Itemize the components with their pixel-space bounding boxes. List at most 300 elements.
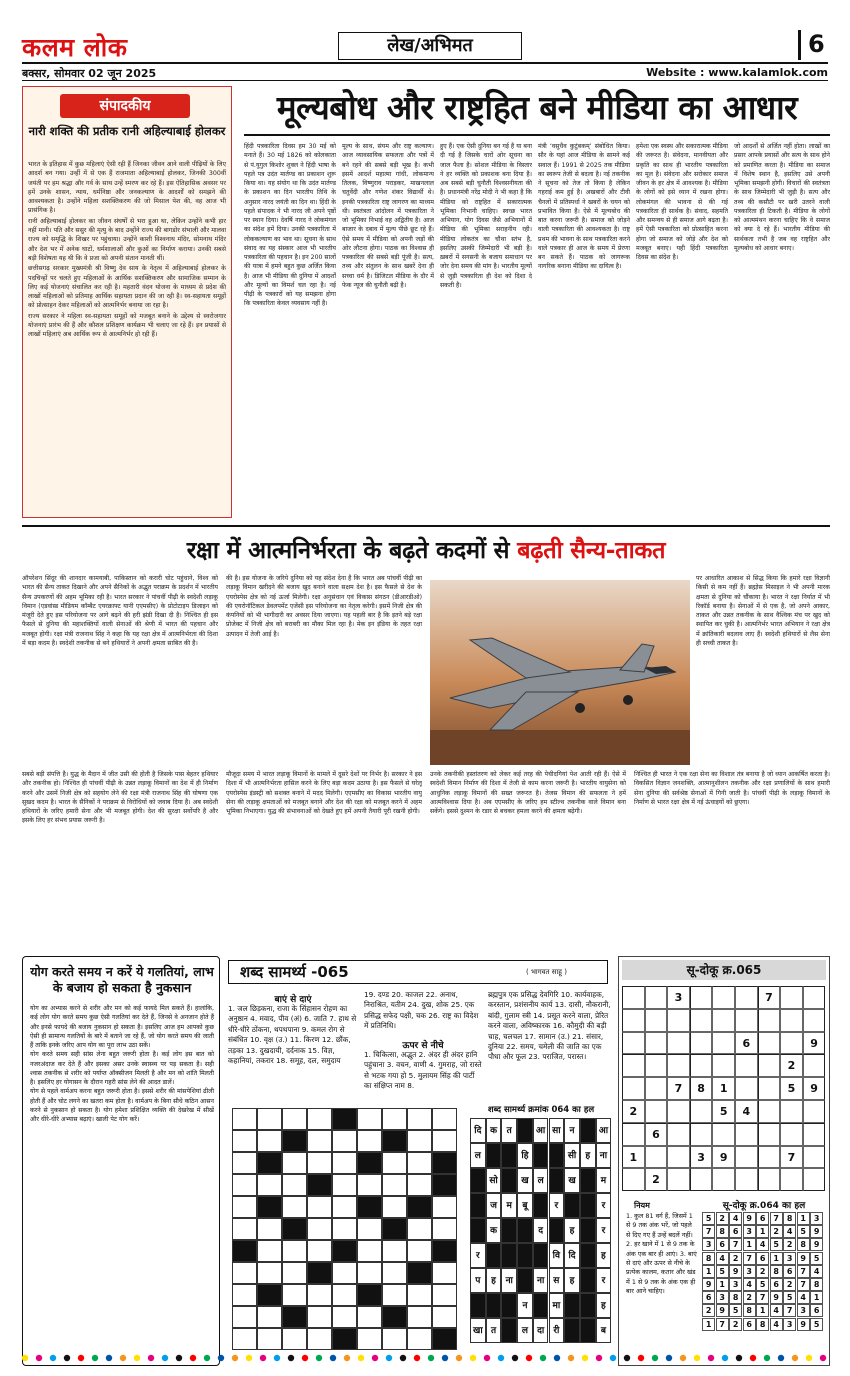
sudoku-cell[interactable] <box>622 1032 645 1055</box>
crossword-cell[interactable] <box>282 1196 307 1218</box>
page-number-divider <box>798 30 801 60</box>
solution-cell: र <box>549 1193 565 1218</box>
solution-cell: त <box>501 1118 517 1143</box>
crossword-block <box>357 1152 382 1174</box>
crossword-block <box>432 1174 457 1196</box>
sudoku-answer-cell: 5 <box>797 1225 810 1238</box>
sudoku-answer-cell: 1 <box>743 1238 756 1251</box>
defence-headline-highlight: बढ़ती सैन्य-ताकत <box>517 536 666 564</box>
crossword-cell[interactable] <box>257 1306 282 1328</box>
solution-block <box>470 1293 486 1318</box>
solution-block <box>564 1293 580 1318</box>
sudoku-cell[interactable] <box>780 1009 803 1032</box>
crossword-cell[interactable] <box>382 1240 407 1262</box>
sudoku-answer-cell: 9 <box>743 1212 756 1225</box>
registration-dot <box>302 1355 308 1361</box>
crossword-cell[interactable] <box>232 1108 257 1130</box>
sudoku-answer-cell: 4 <box>770 1318 783 1331</box>
solution-block <box>580 1243 596 1268</box>
page-number: 6 <box>808 30 825 58</box>
sudoku-cell[interactable] <box>712 1032 735 1055</box>
crossword-cell[interactable] <box>357 1130 382 1152</box>
sudoku-cell: 2 <box>645 1168 668 1191</box>
solution-cell: र <box>596 1268 612 1293</box>
sudoku-cell[interactable] <box>667 1168 690 1191</box>
solution-block <box>533 1143 549 1168</box>
sudoku-answer-cell: 9 <box>702 1278 715 1291</box>
registration-dot <box>400 1355 406 1361</box>
yoga-paragraph: योग करते समय सही सांस लेना बहुत जरूरी होता है। कई लोग इस बात को नजरअंदाज कर देते हैं और इसका असर उनके स्वास्थ्य पर पड़ सकता है। सही श्वास तकनीक से शरीर को पर्याप्त ऑक्सीजन मिलती है और मन को शांति मिलती है। इसलिए हर योगासन के दौरान गहरी सांस लेने की आदत डालें। <box>30 1051 214 1086</box>
sudoku-cell[interactable] <box>667 1054 690 1077</box>
main-story-column: हिंदी पत्रकारिता दिवस हम 30 मई को मनाते हैं। 30 मई 1826 को कोलकाता से पं.युगुल किशोर शुक्ल ने हिंदी भाषा के पहले पत्र उदंत मार्तण्ड का प्रकाशन शुरू किया था। यह संयोग था कि उदंत मार्तण्ड के प्रकाशन का दिन भारतीय तिथि के अनुसार नारद जयंती का दिन था। हिंदी के पहले संपादक ने भी नारद जी अपने पृष्ठों पर स्थान दिया। देवर्षि नारद ने लोकमंगल का संदेश हमें दिया। उनकी पत्रकारिता में लोककल्याण का भाव था। सूचना के साथ संवाद का यह संस्कार आज भी भारतीय पत्रकारिता की पहचान है। इन 200 सालों की यात्रा में हमने बहुत कुछ अर्जित किया है। आज भी मीडिया की दुनिया में आदर्शों और मूल्यों का विमर्श चल रहा है। नई पीढ़ी के पत्रकारों को यह समझना होगा कि पत्रकारिता केवल व्यवसाय नहीं है। <box>244 143 336 308</box>
solution-block <box>533 1293 549 1318</box>
solution-cell: ह <box>564 1218 580 1243</box>
yoga-paragraph: योग का अभ्यास करने से शरीर और मन को कई फायदे मिल सकते हैं। हालांकि, कई लोग योग करते समय कुछ ऐसी गलतियां कर देते हैं, जिनसे वे अनजान होते हैं और इनसे फायदे की बजाय नुकसान हो सकता है। इसलिए आज हम आपको कुछ ऐसी ही सामान्य गलतियों के बारे में बताने जा रहे हैं, जो योग करते समय की जाती हैं ताकि इनके जरिए आप योग का पूरा लाभ उठा सकें। <box>30 1005 214 1049</box>
crossword-cell[interactable] <box>332 1262 357 1284</box>
crossword-cell[interactable] <box>232 1306 257 1328</box>
crossword-cell[interactable] <box>282 1108 307 1130</box>
sudoku-answer-cell: 6 <box>770 1278 783 1291</box>
sudoku-answer-cell: 5 <box>810 1318 823 1331</box>
solution-cell: दि <box>564 1243 580 1268</box>
sudoku-cell[interactable] <box>735 986 758 1009</box>
sudoku-cell[interactable] <box>622 1054 645 1077</box>
crossword-cell[interactable] <box>357 1306 382 1328</box>
solution-cell: प <box>470 1268 486 1293</box>
crossword-cell[interactable] <box>357 1328 382 1350</box>
crossword-cell[interactable] <box>257 1218 282 1240</box>
sudoku-cell[interactable] <box>758 1009 781 1032</box>
sudoku-answer-cell: 4 <box>783 1225 796 1238</box>
crossword-cell[interactable] <box>232 1284 257 1306</box>
sudoku-cell[interactable] <box>645 986 668 1009</box>
sudoku-cell: 6 <box>735 1032 758 1055</box>
crossword-cell[interactable] <box>357 1262 382 1284</box>
sudoku-answer-cell: 3 <box>810 1212 823 1225</box>
crossword-solution-title: शब्द सामर्थ्य क्रमांक 064 का हल <box>487 1105 595 1115</box>
sudoku-answer-cell: 7 <box>743 1252 756 1265</box>
defence-column: निश्चित ही भारत ने एक रक्षा सेना का विशाल तंत्र बनाया है जो ध्यान आकर्षित करता है। विकसित विज्ञान जनशक्ति, आत्मानुशीलन तकनीक और रक्षा प्रणालियों के साथ हमारी सेना दुनिया की सर्वश्रेष्ठ सेनाओं में गिनी जाती है। पांचवीं पीढ़ी के लड़ाकू विमानों के निर्माण से भारत रक्षा क्षेत्र में नई ऊंचाइयों को छुएगा। <box>634 771 830 806</box>
crossword-cell[interactable] <box>307 1328 332 1350</box>
sudoku-cell[interactable] <box>735 1054 758 1077</box>
crossword-cell[interactable] <box>257 1174 282 1196</box>
crossword-cell[interactable] <box>382 1174 407 1196</box>
solution-cell: ना <box>533 1268 549 1293</box>
main-story-column: मंत्री ‘वसुधैव कुटुंबकम्’ संबोधित किया। सौर के यहां आज मीडिया के सामने कई सवाल हैं। 1991 से 2025 तक मीडिया का स्वरूप तेजी से बदला है। नई तकनीक ने सूचना को तेज तो किया है लेकिन गहराई कम हुई है। अखबारों और टीवी चैनलों में प्रतिस्पर्धा ने खबरों के चयन को प्रभावित किया है। ऐसे में मूल्यबोध की बात करना जरूरी है। समाज को जोड़ने वाली पत्रकारिता की आवश्यकता है। राष्ट्र प्रथम की भावना के साथ पत्रकारिता करने वाले पत्रकार ही आज के समय में प्रेरणा बन सकते हैं। पाठक को जागरूक नागरिक बनाना मीडिया का दायित्व है। <box>538 143 630 271</box>
crossword-cell[interactable] <box>232 1262 257 1284</box>
registration-dot <box>512 1355 518 1361</box>
sudoku-answer-cell: 2 <box>729 1318 742 1331</box>
registration-dot <box>274 1355 280 1361</box>
editorial-paragraph: भारत के इतिहास में कुछ महिलाएं ऐसी रही हैं जिनका जीवन आने वाली पीढ़ियों के लिए आदर्श बन गया। उन्हीं में से एक हैं राजमाता अहिल्याबाई होलकर, जिनकी 300वीं जयंती पर हम श्रद्धा और गर्व के साथ उन्हें स्मरण कर रहे हैं। इस ऐतिहासिक अवसर पर हमें उनके शासन, न्याय, धर्मनिष्ठा और जनकल्याण के आदर्शों को समझने की आवश्यकता है। उन्होंने महिला सशक्तिकरण की जो मिसाल पेश की, वह आज भी प्रासंगिक है। <box>28 161 226 215</box>
solution-block <box>470 1218 486 1243</box>
crossword-author: ( भागवत साहू ) <box>526 968 567 976</box>
sudoku-cell[interactable] <box>667 1032 690 1055</box>
crossword-cell[interactable] <box>382 1196 407 1218</box>
sudoku-cell[interactable] <box>712 986 735 1009</box>
registration-dot <box>190 1355 196 1361</box>
across-clues-continued: 19. दण्ड 20. काजल 22. अनाथ, निराश्रित, यतीम 24. दुख, शोक 25. एक प्रसिद्ध सफेद पक्षी, चक 26. राष्ट्र का विदेश में प्रतिनिधि। <box>364 990 479 1031</box>
crossword-grid[interactable] <box>232 1108 462 1356</box>
solution-block <box>470 1168 486 1193</box>
crossword-cell[interactable] <box>232 1152 257 1174</box>
sudoku-cell[interactable] <box>735 1009 758 1032</box>
sudoku-answer-cell: 9 <box>716 1304 729 1317</box>
defence-column: सबसे बड़ी संपत्ति है। युद्ध के मैदान में जीत उसी की होती है जिसके पास बेहतर हथियार और तकनीक हो। निश्चित ही पांचवीं पीढ़ी के उन्नत लड़ाकू विमानों का देश में ही निर्माण करने और उसमें निजी क्षेत्र को सहयोग लेने की रक्षा मंत्री राजनाथ सिंह की घोषणा एक सुखद कदम है। भारत के सैनिकों ने पराक्रम से विरोधियों को जवाब दिया है। अब स्वदेशी हथियारों के जरिए हमारी सेना और भी मजबूत होगी। देश की सुरक्षा सर्वोपरि है और इसके लिए हर संभव प्रयास जरूरी है। <box>22 771 218 825</box>
crossword-cell[interactable] <box>232 1174 257 1196</box>
crossword-cell[interactable] <box>307 1196 332 1218</box>
masthead-rule <box>22 62 828 64</box>
solution-block <box>580 1293 596 1318</box>
registration-dot <box>134 1355 140 1361</box>
sudoku-answer-cell: 8 <box>743 1304 756 1317</box>
solution-cell: ल <box>533 1168 549 1193</box>
crossword-cell[interactable] <box>232 1328 257 1350</box>
crossword-cell[interactable] <box>357 1108 382 1130</box>
sudoku-cell[interactable] <box>667 1123 690 1146</box>
solution-block <box>517 1268 533 1293</box>
crossword-cell[interactable] <box>407 1284 432 1306</box>
solution-cell: सा <box>549 1118 565 1143</box>
editorial-headline: नारी शक्ति की प्रतीक रानी अहिल्याबाई होलकर <box>28 124 226 138</box>
registration-dot <box>470 1355 476 1361</box>
sudoku-cell[interactable] <box>803 1054 826 1077</box>
solution-cell: म <box>501 1193 517 1218</box>
sudoku-answer-cell: 3 <box>797 1304 810 1317</box>
sudoku-cell[interactable] <box>803 1146 826 1169</box>
registration-dot <box>64 1355 70 1361</box>
crossword-block <box>382 1130 407 1152</box>
solution-cell: ह <box>564 1268 580 1293</box>
crossword-cell[interactable] <box>357 1240 382 1262</box>
solution-cell: मा <box>549 1293 565 1318</box>
crossword-block <box>307 1262 332 1284</box>
sudoku-answer-cell: 4 <box>770 1304 783 1317</box>
crossword-cell[interactable] <box>282 1174 307 1196</box>
solution-cell: हि <box>517 1143 533 1168</box>
sudoku-cell[interactable] <box>712 1054 735 1077</box>
solution-block <box>517 1218 533 1243</box>
sudoku-cell[interactable] <box>780 986 803 1009</box>
sudoku-cell[interactable] <box>803 1123 826 1146</box>
crossword-cell[interactable] <box>407 1306 432 1328</box>
crossword-block <box>332 1240 357 1262</box>
sudoku-answer-cell: 8 <box>716 1225 729 1238</box>
sudoku-cell[interactable] <box>690 986 713 1009</box>
sudoku-cell[interactable] <box>780 1123 803 1146</box>
sudoku-answer-cell: 5 <box>716 1265 729 1278</box>
crossword-block <box>282 1306 307 1328</box>
sudoku-cell[interactable] <box>780 1032 803 1055</box>
sudoku-cell[interactable] <box>622 1077 645 1100</box>
sudoku-cell[interactable] <box>758 1032 781 1055</box>
registration-dot <box>246 1355 252 1361</box>
crossword-cell[interactable] <box>407 1108 432 1130</box>
sudoku-cell[interactable] <box>622 1009 645 1032</box>
sudoku-cell[interactable] <box>645 1009 668 1032</box>
crossword-cell[interactable] <box>282 1152 307 1174</box>
crossword-cell[interactable] <box>432 1262 457 1284</box>
sudoku-cell[interactable] <box>645 1146 668 1169</box>
defence-headline-plain: रक्षा में आत्मनिर्भरता के बढ़ते कदमों से <box>186 536 518 564</box>
crossword-cell[interactable] <box>407 1240 432 1262</box>
sudoku-answer-cell: 8 <box>770 1265 783 1278</box>
solution-cell: ह <box>596 1293 612 1318</box>
registration-dot <box>540 1355 546 1361</box>
sudoku-cell[interactable] <box>735 1146 758 1169</box>
crossword-cell[interactable] <box>382 1328 407 1350</box>
crossword-block <box>257 1196 282 1218</box>
registration-dot <box>442 1355 448 1361</box>
crossword-cell[interactable] <box>332 1196 357 1218</box>
sudoku-cell[interactable] <box>712 1168 735 1191</box>
headline-rule <box>244 134 830 136</box>
solution-cell: री <box>549 1318 565 1343</box>
registration-dot <box>162 1355 168 1361</box>
solution-cell: बू <box>517 1193 533 1218</box>
crossword-cell[interactable] <box>432 1108 457 1130</box>
sudoku-cell[interactable] <box>645 1077 668 1100</box>
solution-cell: न <box>517 1293 533 1318</box>
registration-dot <box>652 1355 658 1361</box>
sudoku-cell[interactable] <box>758 1168 781 1191</box>
crossword-cell[interactable] <box>332 1284 357 1306</box>
sudoku-cell[interactable] <box>803 1009 826 1032</box>
registration-dot <box>568 1355 574 1361</box>
solution-cell: ज <box>486 1193 502 1218</box>
sudoku-cell[interactable] <box>803 1168 826 1191</box>
solution-block <box>501 1218 517 1243</box>
crossword-block <box>382 1218 407 1240</box>
crossword-cell[interactable] <box>382 1262 407 1284</box>
crossword-cell[interactable] <box>282 1328 307 1350</box>
sudoku-cell[interactable] <box>758 1077 781 1100</box>
sudoku-answer-cell: 5 <box>729 1304 742 1317</box>
sudoku-cell[interactable] <box>622 1123 645 1146</box>
sudoku-cell[interactable] <box>667 1009 690 1032</box>
main-story-column: हमेशा एक स्वस्थ और सकारात्मक मीडिया की जरूरत है। संवेदना, मानवीयता और प्रकृति का साथ ही भारतीय पत्रकारिता का मूल है। संवेदना और सरोकार समाज जीवन के हर क्षेत्र में आवश्यक है। मीडिया के लोगों को इसे ध्यान में रखना होगा। लोकमंगल की भावना से की गई पत्रकारिता ही सार्थक है। संवाद, सहमति और समन्वय से ही समाज आगे बढ़ता है। हमें ऐसी पत्रकारिता को प्रोत्साहित करना होगा जो समाज को जोड़े और देश को मजबूत बनाए। यही हिंदी पत्रकारिता दिवस का संदेश है। <box>636 143 728 261</box>
registration-dot <box>708 1355 714 1361</box>
solution-block <box>517 1118 533 1143</box>
crossword-cell[interactable] <box>407 1218 432 1240</box>
sudoku-answer-cell: 2 <box>729 1252 742 1265</box>
sudoku-cell[interactable] <box>758 1100 781 1123</box>
registration-dot <box>148 1355 154 1361</box>
crossword-cell[interactable] <box>282 1262 307 1284</box>
yoga-headline: योग करते समय न करें ये गलतियां, लाभ के बजाय हो सकता है नुकसान <box>30 964 214 995</box>
registration-dot <box>778 1355 784 1361</box>
sudoku-answer-cell: 1 <box>756 1304 769 1317</box>
crossword-cell[interactable] <box>257 1130 282 1152</box>
sudoku-cell: 7 <box>780 1146 803 1169</box>
sudoku-cell[interactable] <box>803 1100 826 1123</box>
sudoku-cell[interactable] <box>780 1100 803 1123</box>
sudoku-answer-cell: 9 <box>729 1265 742 1278</box>
registration-dot <box>596 1355 602 1361</box>
sudoku-cell: 3 <box>690 1146 713 1169</box>
crossword-cell[interactable] <box>307 1130 332 1152</box>
crossword-cell[interactable] <box>382 1108 407 1130</box>
registration-dot <box>78 1355 84 1361</box>
sudoku-cell[interactable] <box>667 1146 690 1169</box>
solution-block <box>486 1143 502 1168</box>
crossword-cell[interactable] <box>282 1240 307 1262</box>
crossword-cell[interactable] <box>257 1108 282 1130</box>
solution-cell: र <box>470 1243 486 1268</box>
crossword-cell[interactable] <box>257 1240 282 1262</box>
defence-column: की है। इस योजना के जरिये दुनिया को यह संदेश देना है कि भारत अब पांचवीं पीढ़ी का लड़ाकू विमान खरीदने की बजाय खुद बनाने वाला सक्षम देश है। इस फैसले से देश के एयरोस्पेस क्षेत्र को नई ऊर्जा मिलेगी। रक्षा अनुसंधान एवं विकास संगठन (डीआरडीओ) की एयरोनॉटिकल डेवलपमेंट एजेंसी इस परियोजना का नेतृत्व करेगी। इसमें निजी क्षेत्र की कंपनियों को भी भागीदारी का अवसर दिया जाएगा। यह पहली बार है कि इतने बड़े रक्षा प्रोजेक्ट में निजी क्षेत्र को बराबरी का मौका मिल रहा है। मेक इन इंडिया के तहत रक्षा उत्पादन में तेजी आई है। <box>226 575 422 638</box>
crossword-cell[interactable] <box>432 1218 457 1240</box>
crossword-cell[interactable] <box>382 1284 407 1306</box>
solution-cell: ना <box>596 1143 612 1168</box>
sudoku-cell[interactable] <box>645 1032 668 1055</box>
sudoku-answer-cell: 1 <box>770 1252 783 1265</box>
crossword-cell[interactable] <box>282 1284 307 1306</box>
sudoku-cell[interactable] <box>690 1054 713 1077</box>
solution-block <box>501 1243 517 1268</box>
crossword-cell[interactable] <box>232 1130 257 1152</box>
solution-block <box>517 1243 533 1268</box>
registration-dot <box>36 1355 42 1361</box>
registration-dot <box>288 1355 294 1361</box>
solution-cell: आ <box>533 1118 549 1143</box>
solution-block <box>486 1243 502 1268</box>
registration-dot <box>232 1355 238 1361</box>
crossword-cell[interactable] <box>407 1152 432 1174</box>
sudoku-cell[interactable] <box>803 986 826 1009</box>
sudoku-answer-cell: 8 <box>783 1212 796 1225</box>
crossword-cell[interactable] <box>332 1306 357 1328</box>
sudoku-cell[interactable] <box>712 1123 735 1146</box>
sudoku-cell[interactable] <box>735 1168 758 1191</box>
crossword-cell[interactable] <box>357 1174 382 1196</box>
sudoku-answer-cell: 2 <box>756 1265 769 1278</box>
crossword-block <box>357 1196 382 1218</box>
crossword-cell[interactable] <box>232 1196 257 1218</box>
sudoku-answer-cell: 2 <box>783 1278 796 1291</box>
sudoku-answer-cell: 7 <box>783 1304 796 1317</box>
sudoku-answer-cell: 6 <box>783 1265 796 1278</box>
sudoku-cell[interactable] <box>735 1077 758 1100</box>
crossword-cell[interactable] <box>432 1306 457 1328</box>
crossword-cell[interactable] <box>307 1240 332 1262</box>
sudoku-cell[interactable] <box>758 1123 781 1146</box>
crossword-block <box>382 1306 407 1328</box>
sudoku-answer-cell: 6 <box>756 1212 769 1225</box>
crossword-cell[interactable] <box>307 1152 332 1174</box>
dateline: बक्सर, सोमवार 02 जून 2025 <box>22 67 157 80</box>
sudoku-answer-cell: 2 <box>783 1238 796 1251</box>
sudoku-answer-cell: 5 <box>783 1291 796 1304</box>
crossword-block <box>432 1152 457 1174</box>
sudoku-cell: 9 <box>803 1032 826 1055</box>
sudoku-cell[interactable] <box>780 1168 803 1191</box>
solution-cell: र <box>596 1218 612 1243</box>
crossword-cell[interactable] <box>307 1306 332 1328</box>
sudoku-cell[interactable] <box>758 1146 781 1169</box>
sudoku-answer-cell: 2 <box>770 1225 783 1238</box>
sudoku-cell[interactable] <box>645 1100 668 1123</box>
crossword-cell[interactable] <box>332 1152 357 1174</box>
registration-dot <box>610 1355 616 1361</box>
sudoku-answer-cell: 5 <box>702 1212 715 1225</box>
crossword-cell[interactable] <box>407 1174 432 1196</box>
defence-column: मौजूदा समय में भारत लड़ाकू विमानों के मामले में दूसरे देशों पर निर्भर है। सरकार ने इस दिशा में भी आत्मनिर्भरता हासिल करने के लिए बड़ा कदम उठाया है। इस फैसले से घरेलू एयरोस्पेस इंडस्ट्री को सशक्त बनाने में मदद मिलेगी। एएमसीए का विकास भारतीय वायु सेना की लड़ाकू क्षमताओं को मजबूत बनाने और देश की रक्षा को मजबूत करने में अहम भूमिका निभाएगा। युद्ध की संभावनाओं को देखते हुए हमें अपनी तैयारी पूरी रखनी होगी। <box>226 771 422 815</box>
sudoku-cell[interactable] <box>622 986 645 1009</box>
registration-dot <box>218 1355 224 1361</box>
across-clues: 1. जल छिड़कना, राजा के सिंहासन रोहण का अनुष्ठान 4. मवाद, पीव (अं) 6. जाति 7. हाथ से धीरे-धीरे ठोंकना, थपथपाना 9. कमल रोग से संबंधित 10. वृक्ष (उ.) 11. किरण 12. छौंक, तड़का 13. दुखदायी, दर्दनाक 15. विज्ञ, कहानियां, तकरार 18. समूह, दल, समुदाय <box>228 1004 357 1066</box>
sudoku-cell[interactable] <box>735 1123 758 1146</box>
crossword-cell[interactable] <box>432 1284 457 1306</box>
defence-column: पर आधारित आकाश से सिद्ध किया कि हमारे रक्षा विज्ञानी किसी से कम नहीं हैं। ब्रह्मोस मिसाइल ने भी अपनी मारक क्षमता से दुनिया को चौंकाया है। भारत ने रक्षा निर्यात में भी रिकॉर्ड बनाया है। सेनाओं में से एक है, जो अपने आकार, ताकत और उन्नत तकनीक के साथ वैश्विक मंच पर खुद को स्थापित कर चुकी है। आत्मनिर्भर भारत अभियान ने रक्षा क्षेत्र में क्रांतिकारी बदलाव लाए हैं। स्वदेशी हथियारों से लैस सेना ही सच्ची ताकत है। <box>696 575 830 647</box>
sudoku-cell: 7 <box>758 986 781 1009</box>
crossword-cell[interactable] <box>382 1152 407 1174</box>
solution-block <box>549 1218 565 1243</box>
solution-block <box>533 1243 549 1268</box>
sudoku-cell[interactable] <box>690 1032 713 1055</box>
crossword-block <box>432 1240 457 1262</box>
registration-dot <box>50 1355 56 1361</box>
sudoku-cell[interactable] <box>758 1054 781 1077</box>
crossword-cell[interactable] <box>232 1218 257 1240</box>
solution-block <box>501 1168 517 1193</box>
crossword-cell[interactable] <box>432 1130 457 1152</box>
solution-block <box>501 1143 517 1168</box>
sudoku-answer-cell: 3 <box>729 1278 742 1291</box>
crossword-cell[interactable] <box>332 1174 357 1196</box>
website-link[interactable]: Website : www.kalamlok.com <box>646 66 828 79</box>
solution-cell: वि <box>549 1243 565 1268</box>
sudoku-cell[interactable] <box>690 1123 713 1146</box>
crossword-cell[interactable] <box>257 1328 282 1350</box>
crossword-cell[interactable] <box>407 1328 432 1350</box>
sudoku-cell[interactable] <box>690 1100 713 1123</box>
registration-dot <box>554 1355 560 1361</box>
crossword-cell[interactable] <box>307 1108 332 1130</box>
crossword-cell[interactable] <box>432 1196 457 1218</box>
sudoku-cell[interactable] <box>712 1009 735 1032</box>
crossword-block <box>357 1284 382 1306</box>
sudoku-cell[interactable] <box>690 1009 713 1032</box>
solution-block <box>564 1193 580 1218</box>
crossword-cell[interactable] <box>332 1218 357 1240</box>
sudoku-cell[interactable] <box>645 1054 668 1077</box>
main-headline: मूल्यबोध और राष्ट्रहित बने मीडिया का आधार <box>276 88 798 127</box>
section-label: लेख/अभिमत <box>338 32 522 60</box>
crossword-cell[interactable] <box>307 1284 332 1306</box>
sudoku-cell[interactable] <box>667 1100 690 1123</box>
registration-dot <box>498 1355 504 1361</box>
sudoku-grid[interactable] <box>622 986 826 1192</box>
sudoku-answer-cell: 3 <box>783 1318 796 1331</box>
sudoku-answer-cell: 7 <box>797 1278 810 1291</box>
sudoku-cell[interactable] <box>690 1168 713 1191</box>
editorial-paragraph: छत्तीसगढ़ सरकार मुख्यमंत्री श्री विष्णु देव साय के नेतृत्व में अहिल्याबाई होलकर के पदचिन्हों पर चलते हुए महिलाओं के आर्थिक सशक्तिकरण और सामाजिक सम्मान के लिए कई योजनाएं संचालित कर रही है। महतारी वंदन योजना के माध्यम से प्रदेश की लाखों महिलाओं को प्रतिमाह आर्थिक सहायता प्रदान की जा रही है। स्व-सहायता समूहों को प्रोत्साहन देकर महिलाओं को आत्मनिर्भर बनाया जा रहा है। <box>28 265 226 310</box>
sudoku-cell[interactable] <box>622 1168 645 1191</box>
crossword-cell[interactable] <box>407 1130 432 1152</box>
registration-dot <box>764 1355 770 1361</box>
sudoku-answer-cell: 2 <box>743 1291 756 1304</box>
crossword-cell[interactable] <box>332 1130 357 1152</box>
solution-cell: ल <box>517 1318 533 1343</box>
crossword-cell[interactable] <box>357 1218 382 1240</box>
registration-dot <box>372 1355 378 1361</box>
registration-dot <box>806 1355 812 1361</box>
dateline-rule <box>22 80 828 81</box>
solution-cell: ह <box>580 1143 596 1168</box>
crossword-cell[interactable] <box>257 1262 282 1284</box>
crossword-cell[interactable] <box>307 1218 332 1240</box>
